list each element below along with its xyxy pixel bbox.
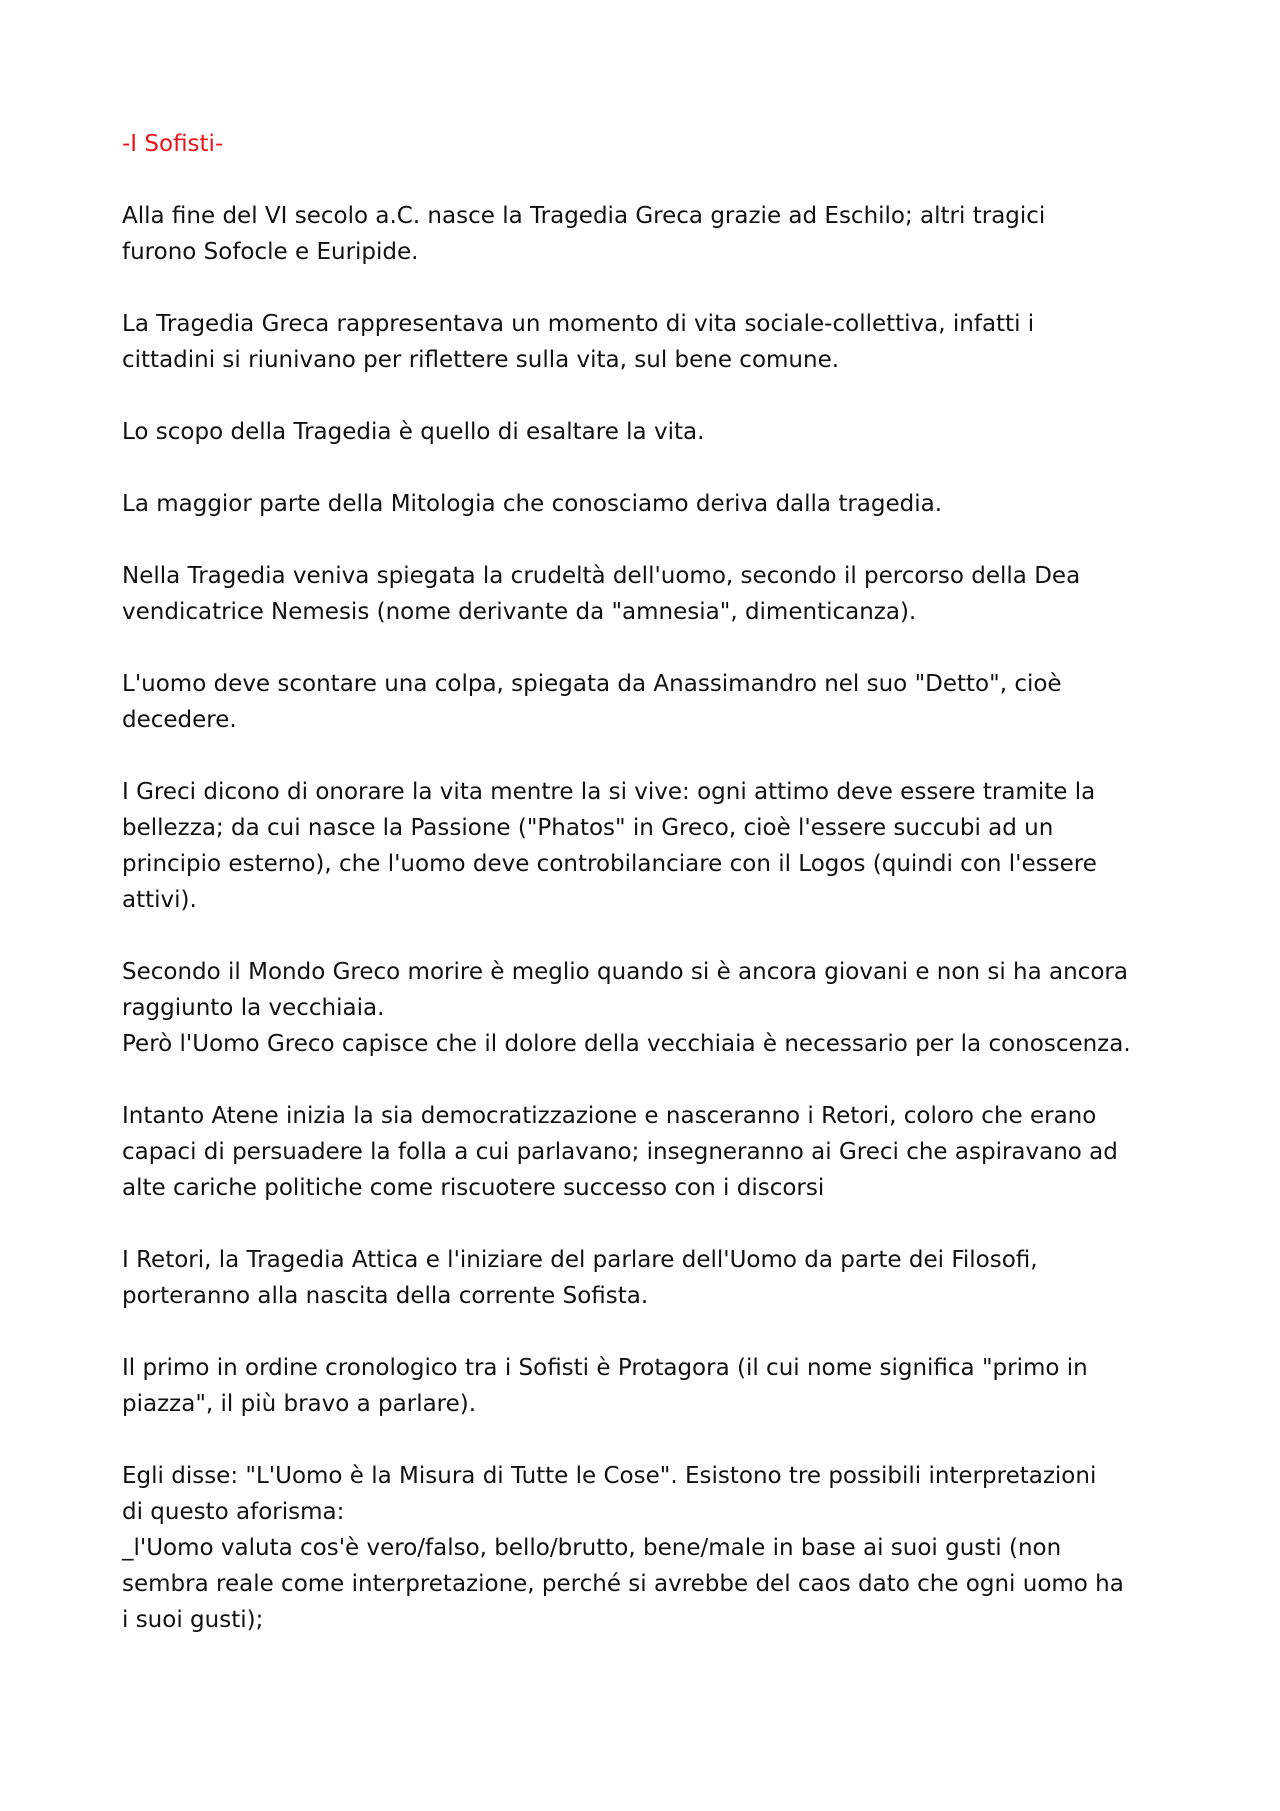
paragraph-line: furono Sofocle e Euripide. bbox=[122, 239, 419, 265]
paragraph-line: di questo aforisma: bbox=[122, 1499, 345, 1525]
paragraph bbox=[122, 1242, 1182, 1314]
paragraph-line: raggiunto la vecchiaia. bbox=[122, 995, 385, 1021]
paragraph bbox=[122, 558, 1182, 630]
paragraph-line: Secondo il Mondo Greco morire è meglio quando si è ancora giovani e non si ha ancora bbox=[122, 959, 1128, 985]
paragraph bbox=[122, 1098, 1182, 1206]
paragraph-line: vendicatrice Nemesis (nome derivante da "amnesia", dimenticanza). bbox=[122, 599, 917, 625]
paragraph-line: Nella Tragedia veniva spiegata la crudeltà dell'uomo, secondo il percorso della Dea bbox=[122, 563, 1081, 589]
paragraph-line: porteranno alla nascita della corrente Sofista. bbox=[122, 1283, 649, 1309]
paragraph bbox=[122, 198, 1182, 270]
paragraph-line: sembra reale come interpretazione, perché si avrebbe del caos dato che ogni uomo ha bbox=[122, 1571, 1124, 1597]
paragraph-line: L'uomo deve scontare una colpa, spiegata da Anassimandro nel suo "Detto", cioè bbox=[122, 671, 1062, 697]
paragraph-line: alte cariche politiche come riscuotere successo con i discorsi bbox=[122, 1175, 825, 1201]
paragraph-line: principio esterno), che l'uomo deve controbilanciare con il Logos (quindi con l'essere bbox=[122, 851, 1097, 877]
paragraph-line: Alla fine del VI secolo a.C. nasce la Tragedia Greca grazie ad Eschilo; altri tragici bbox=[122, 203, 1046, 229]
paragraph bbox=[122, 1458, 1182, 1638]
document-body bbox=[122, 126, 1182, 1674]
document-title: -I Sofisti- bbox=[122, 131, 224, 157]
paragraph-line: cittadini si riunivano per riflettere sulla vita, sul bene comune. bbox=[122, 347, 840, 373]
paragraph-line: La Tragedia Greca rappresentava un momento di vita sociale-collettiva, infatti i bbox=[122, 311, 1035, 337]
paragraph bbox=[122, 414, 1182, 450]
paragraph-line: bellezza; da cui nasce la Passione ("Phatos" in Greco, cioè l'essere succubi ad un bbox=[122, 815, 1054, 841]
paragraph-line: attivi). bbox=[122, 887, 197, 913]
paragraph bbox=[122, 486, 1182, 522]
paragraph-line: capaci di persuadere la folla a cui parlavano; insegneranno ai Greci che aspiravano ad bbox=[122, 1139, 1118, 1165]
paragraph-line: I Greci dicono di onorare la vita mentre la si vive: ogni attimo deve essere tramite la bbox=[122, 779, 1096, 805]
paragraph-line: La maggior parte della Mitologia che conosciamo deriva dalla tragedia. bbox=[122, 491, 943, 517]
paragraph-line: Intanto Atene inizia la sia democratizzazione e nasceranno i Retori, coloro che erano bbox=[122, 1103, 1097, 1129]
paragraph-line: Però l'Uomo Greco capisce che il dolore della vecchiaia è necessario per la conoscenza. bbox=[122, 1031, 1131, 1057]
paragraph bbox=[122, 954, 1182, 1062]
paragraph-line: I Retori, la Tragedia Attica e l'iniziare del parlare dell'Uomo da parte dei Filosofi, bbox=[122, 1247, 1038, 1273]
paragraph bbox=[122, 774, 1182, 918]
paragraph-line: Il primo in ordine cronologico tra i Sofisti è Protagora (il cui nome significa "primo in bbox=[122, 1355, 1088, 1381]
paragraph-line: piazza", il più bravo a parlare). bbox=[122, 1391, 477, 1417]
paragraph-line: i suoi gusti); bbox=[122, 1607, 264, 1633]
paragraph bbox=[122, 666, 1182, 738]
paragraph-line: Lo scopo della Tragedia è quello di esaltare la vita. bbox=[122, 419, 705, 445]
paragraph bbox=[122, 306, 1182, 378]
paragraph-list bbox=[122, 198, 1182, 1638]
paragraph-line: Egli disse: "L'Uomo è la Misura di Tutte le Cose". Esistono tre possibili interpretazioni bbox=[122, 1463, 1097, 1489]
paragraph bbox=[122, 1350, 1182, 1422]
paragraph-line: decedere. bbox=[122, 707, 237, 733]
paragraph-line: _l'Uomo valuta cos'è vero/falso, bello/brutto, bene/male in base ai suoi gusti (non bbox=[122, 1535, 1062, 1561]
